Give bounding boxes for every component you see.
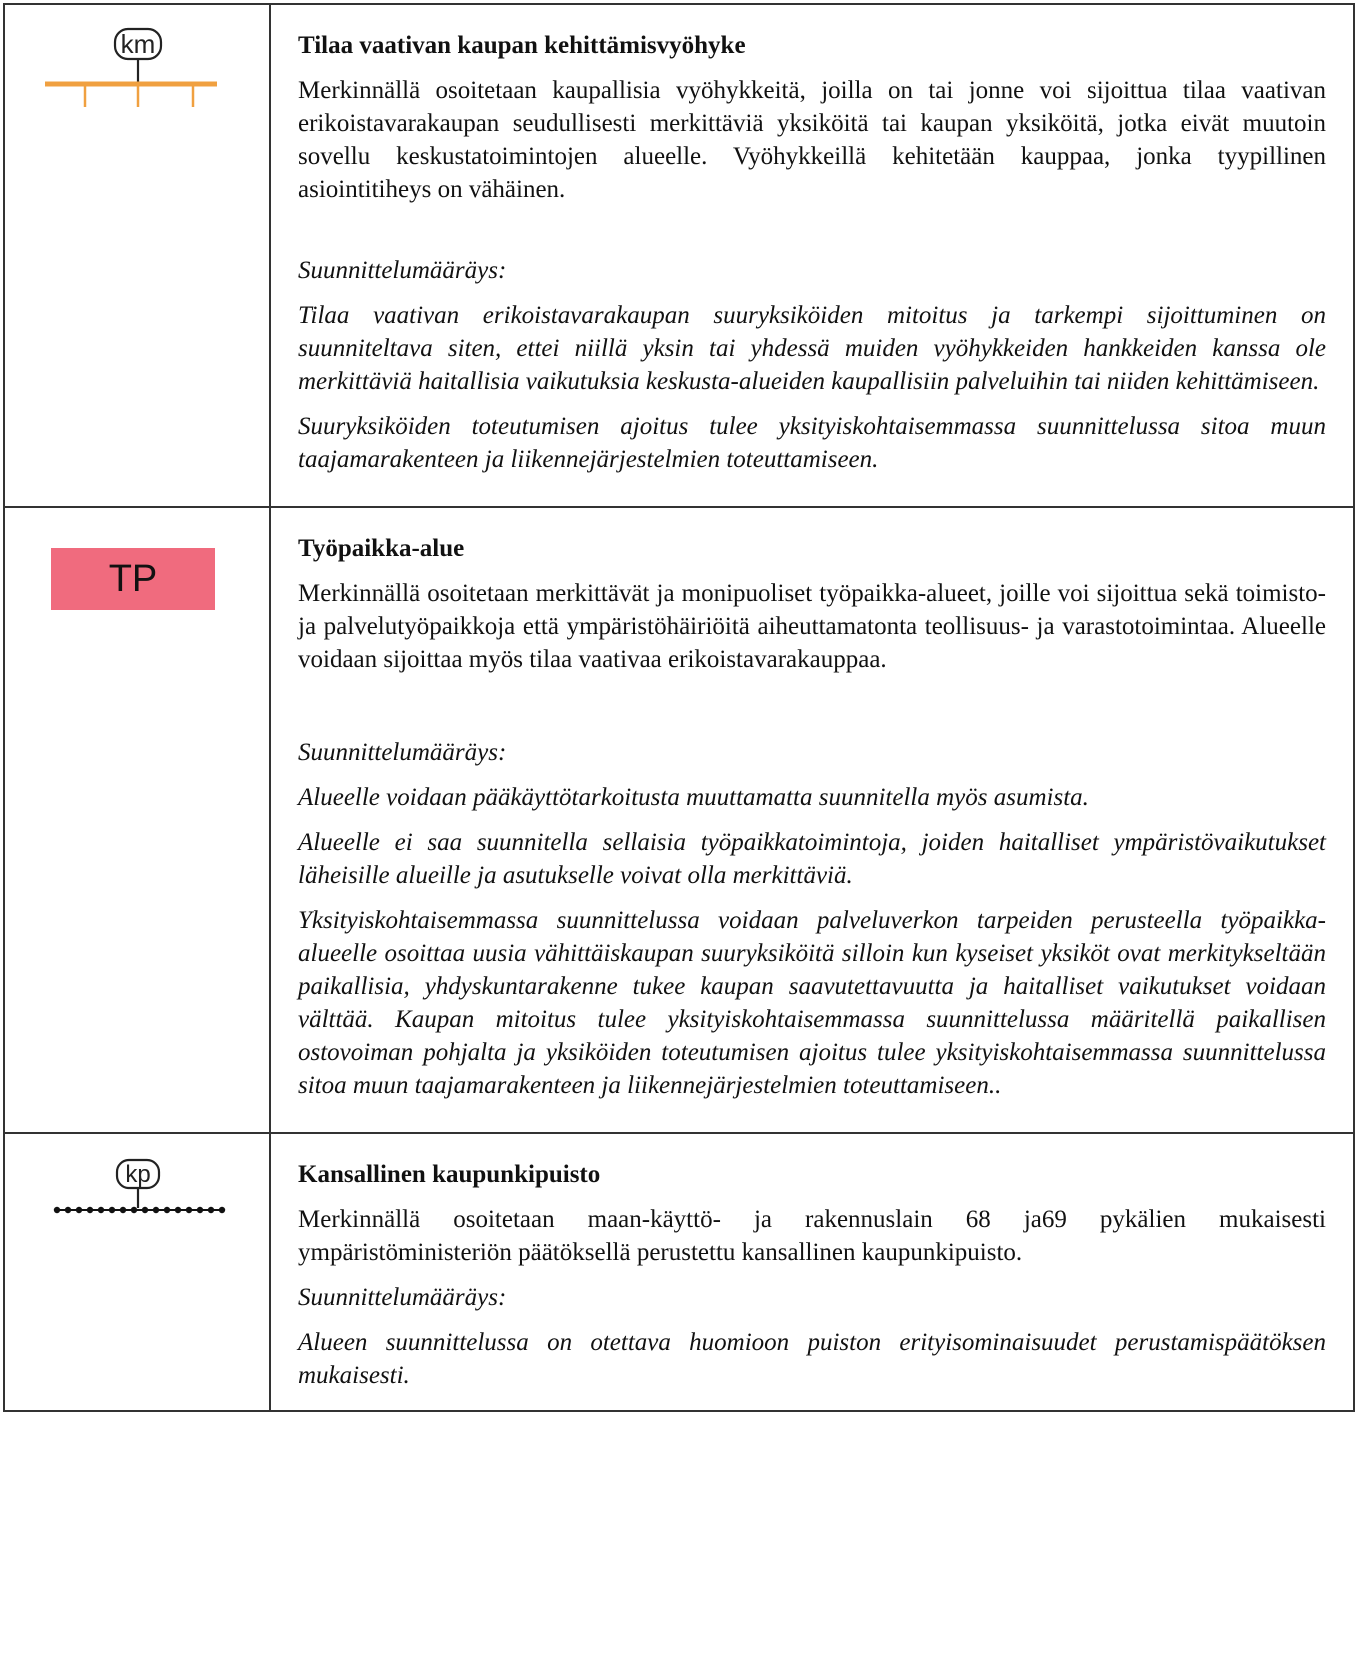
kp-dot [197, 1207, 203, 1213]
kp-dot [120, 1207, 126, 1213]
kp-dot [54, 1207, 60, 1213]
legend-row-tp [4, 507, 1354, 1133]
kp-dot [164, 1207, 170, 1213]
kp-dot [98, 1207, 104, 1213]
regulation-heading: Suunnittelumääräys: [298, 739, 507, 766]
regulation-paragraph: Yksityiskohtaisemmassa suunnittelussa voidaan palveluverkon tarpeiden perusteella työpaikka-alueelle osoittaa uusia vähittäiskaupan suuryksiköitä silloin kun kyseiset yksiköt ovat merkitykseltään paikallisia, yhdyskuntarakenne tukee kaupan saavutettavuutta ja haitalliset vaikutukset voidaan välttää. Kaupan mitoitus tulee yksityiskohtaisemmassa suunnittelussa määritellä paikallisen ostovoiman pohjalta ja yksiköiden toteutumisen ajoitus tulee yksityiskohtaisemmassa suunnittelussa sitoa muun taajamarakenteen ja liikennejärjestelmien toteuttamiseen.. [298, 907, 1326, 1099]
kp-dot [208, 1207, 214, 1213]
regulation-paragraph: Alueen suunnittelussa on otettava huomioon puiston erityisominaisuudet perustamispäätöksen mukaisesti. [298, 1329, 1326, 1389]
legend-title: Työpaikka-alue [298, 535, 465, 562]
km-zone-symbol-icon [35, 23, 235, 143]
regulation-paragraph: Tilaa vaativan erikoistavarakaupan suuryksiköiden mitoitus ja tarkempi sijoittuminen on suunniteltava siten, ettei niillä yksin tai yhdessä muiden vyöhykkeiden hankkeiden kanssa ole merkittäviä haitallisia vaikutuksia keskusta-alueiden kaupallisiin palveluihin tai niiden kehittämiseen. [298, 302, 1326, 395]
legend-description: Merkinnällä osoitetaan kaupallisia vyöhykkeitä, joilla on tai jonne voi sijoittua tilaa vaativan erikoistavarakaupan seudullisesti merkittäviä yksiköitä tai kaupan yksiköitä, jotka eivät muutoin sovellu keskustatoimintojen alueelle. Vyöhykkeillä kehitetään kauppaa, jonka tyypillinen asiointitiheys on vähäinen. [298, 77, 1326, 203]
legend-title: Kansallinen kaupunkipuisto [298, 1161, 601, 1188]
tp-area-symbol-icon [51, 548, 215, 610]
description-cell [270, 507, 1354, 1133]
legend-table [3, 3, 1355, 1412]
legend-title: Tilaa vaativan kaupan kehittämisvyöhyke [298, 32, 746, 59]
kp-park-symbol-icon [35, 1154, 235, 1234]
legend-row-kp [4, 1133, 1354, 1411]
svg-text:km: km [120, 29, 156, 59]
kp-dot [65, 1207, 71, 1213]
kp-dot [153, 1207, 159, 1213]
svg-text:kp: kp [125, 1161, 151, 1188]
legend-row-km [4, 4, 1354, 507]
kp-dot [76, 1207, 82, 1213]
legend-description: Merkinnällä osoitetaan merkittävät ja monipuoliset työpaikka-alueet, joille voi sijoittua sekä toimisto- ja palvelutyöpaikkoja että ympäristöhäiriöitä aiheuttamatonta teollisuus- ja varastotoimintaa. Alueelle voidaan sijoittaa myös tilaa vaativaa erikoistavarakauppaa. [298, 580, 1326, 673]
kp-dot [131, 1207, 137, 1213]
regulation-heading: Suunnittelumääräys: [298, 257, 507, 284]
kp-dot [175, 1207, 181, 1213]
kp-dot [109, 1207, 115, 1213]
tp-label: TP [108, 558, 158, 600]
kp-dot [87, 1207, 93, 1213]
regulation-paragraph: Alueelle voidaan pääkäyttötarkoitusta muuttamatta suunnitella myös asumista. [298, 784, 1089, 811]
symbol-cell [4, 507, 270, 1133]
kp-dot [219, 1207, 225, 1213]
regulation-heading: Suunnittelumääräys: [298, 1284, 507, 1311]
kp-dot [142, 1207, 148, 1213]
description-cell [270, 1133, 1354, 1411]
kp-dot [186, 1207, 192, 1213]
regulation-paragraph: Alueelle ei saa suunnitella sellaisia työpaikkatoimintoja, joiden haitalliset ympäristövaikutukset läheisille alueille ja asutukselle voivat olla merkittäviä. [298, 829, 1326, 889]
regulation-paragraph: Suuryksiköiden toteutumisen ajoitus tulee yksityiskohtaisemmassa suunnittelussa sitoa muun taajamarakenteen ja liikennejärjestelmien toteuttamiseen. [298, 413, 1326, 473]
legend-description: Merkinnällä osoitetaan maan-käyttö- ja rakennuslain 68 ja69 pykälien mukaisesti ympäristöministeriön päätöksellä perustettu kansallinen kaupunkipuisto. [298, 1206, 1326, 1266]
description-cell [270, 4, 1354, 507]
symbol-cell [4, 4, 270, 507]
symbol-cell [4, 1133, 270, 1411]
